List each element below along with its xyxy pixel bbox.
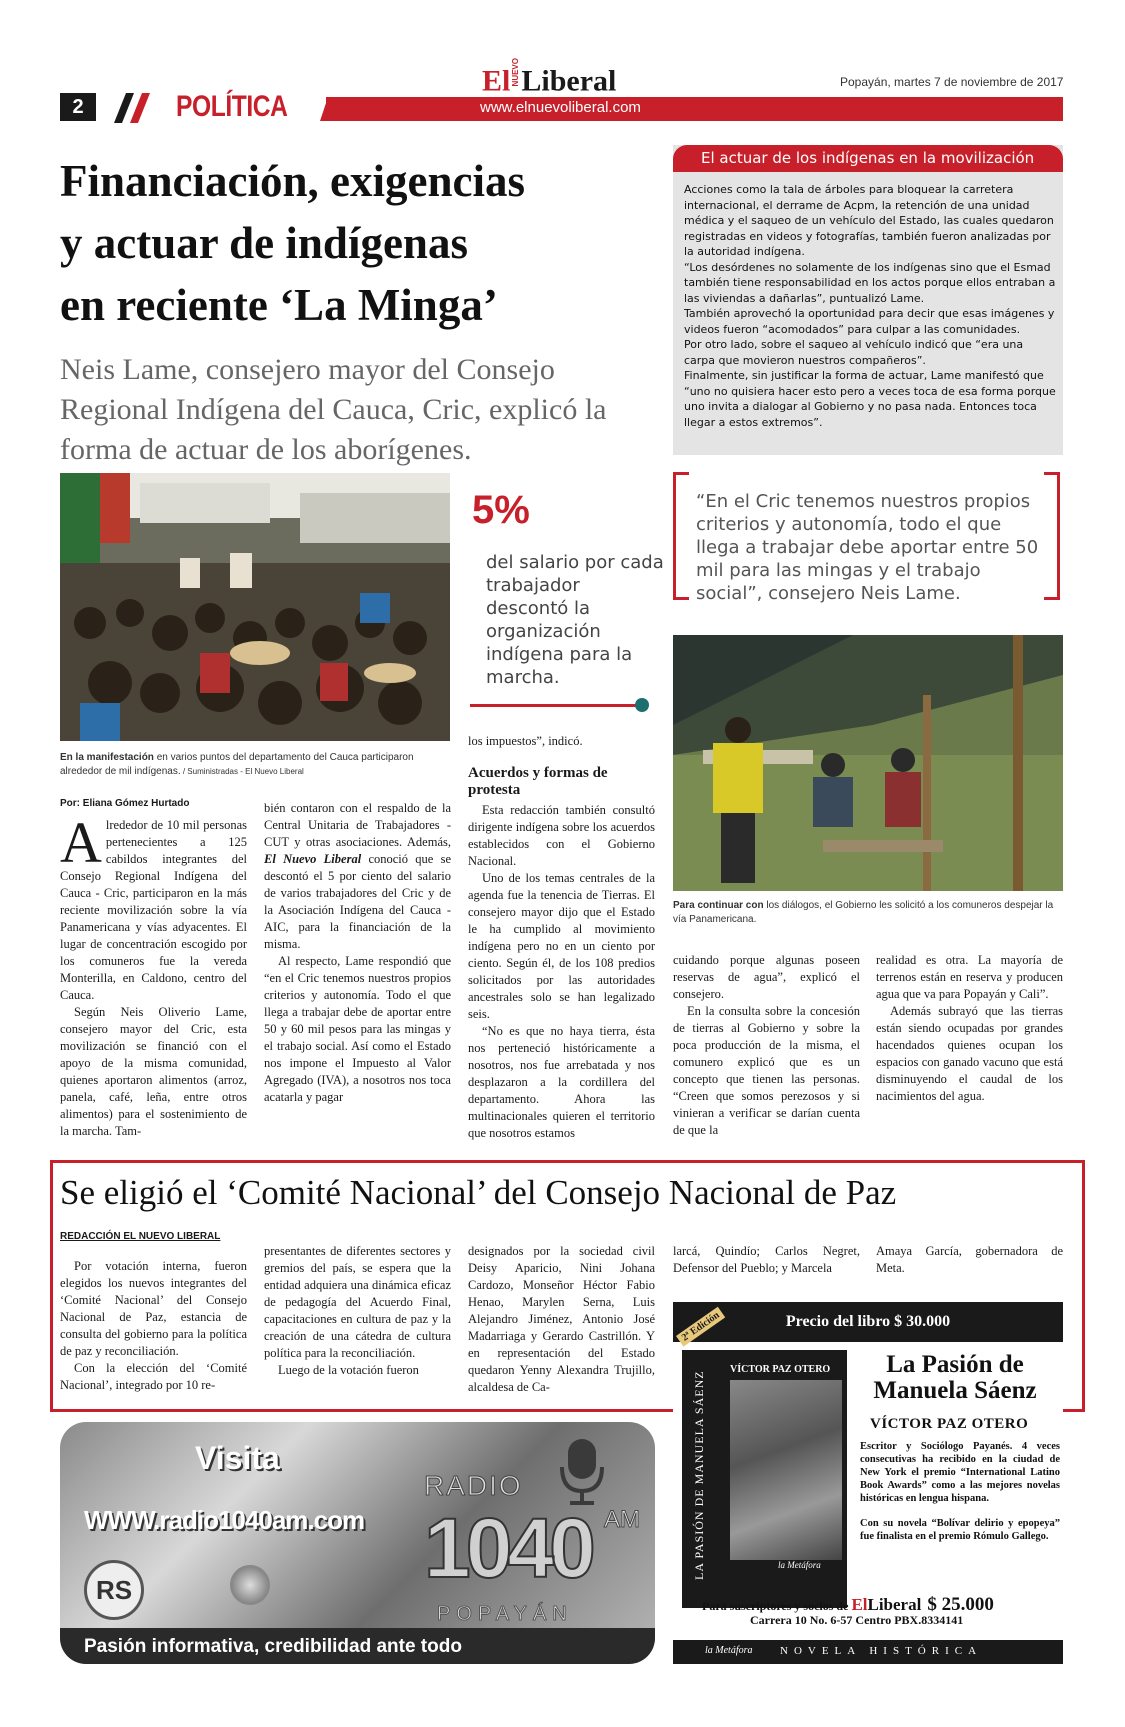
caption-text: los diálogos, el Gobierno les solicitó a los comuneros despejar la vía Panamericana. [673, 900, 1054, 925]
article-paragraph: cuidando porque algunas poseen reservas de agua”, explicó el consejero. [673, 953, 860, 1001]
quote-bracket-left [673, 472, 689, 600]
boxed-story-column-5 [876, 1243, 1063, 1277]
boxed-story-column-1 [60, 1258, 247, 1394]
article-paragraph: Según Neis Oliverio Lame, consejero mayor del Cric, esta movilización se financió con el apoyo de la misma comunidad, quienes aportaron alimentos (arroz, panela, café, leña, entre otros alimentos) para el sostenimiento de la marcha. Tam- [60, 1005, 247, 1138]
book-author: VÍCTOR PAZ OTERO [870, 1416, 1029, 1432]
drop-cap: A [60, 810, 102, 875]
headline-line: Financiación, exigencias [60, 156, 525, 206]
article-paragraph: Luego de la votación fueron [278, 1363, 419, 1377]
subscriber-label: Para suscriptores y socios de [702, 1599, 852, 1613]
book-title-line: La Pasión de [886, 1351, 1024, 1378]
article-paragraph: designados por la sociedad civil Deisy Aparicio, Nini Johana Cardozo, Monseñor Héctor Fabio Henao, Marylen Serna, Luis Alejandro Jiménez, Antonio José Madarriaga y Gerardo Castrillón. Y en representación del Estado quedaron Yenny Alexandra Trujillo, alcaldesa de Ca- [468, 1244, 655, 1394]
radio-ad-frequency: 1040 [424, 1501, 591, 1595]
camp-photo-image [673, 635, 1063, 891]
bio-paragraph: Con su novela “Bolívar delirio y epopeya” fue finalista en el premio Rómulo Gallego. [860, 1518, 1060, 1542]
headline-line: en reciente ‘La Minga’ [60, 280, 498, 330]
sidebar-paragraph: Por otro lado, sobre el saqueo al vehículo indicó que “era una carpa que movieron nuestros compañeros”. [684, 338, 1024, 367]
article-paragraph: En la consulta sobre la concesión de tierras al Gobierno y sobre la poca producción de la misma, el comunero explicó que es un concepto que tienen las personas. “Creen que somos perezosos y si vinieran a verificar se darían cuenta de que la [673, 1004, 860, 1137]
subscriber-masthead-el: El [851, 1595, 868, 1614]
stat-number: 5% [472, 488, 530, 532]
radio-ad-visita: Visita [195, 1440, 280, 1476]
page-number: 2 [60, 93, 96, 121]
article-paragraph: larcá, Quindío; Carlos Negret, Defensor del Pueblo; y Marcela [673, 1244, 860, 1275]
book-address: Carrera 10 No. 6-57 Centro PBX.8334141 [750, 1613, 964, 1627]
photo-caption [60, 751, 450, 779]
book-edition-badge: 2ª Edición [676, 1307, 725, 1347]
sidebar-paragraph: También aprovechó la oportunidad para decir que esas imágenes y videos fueron “acomodados” para culpar a las comunidades. [684, 307, 1055, 336]
boxed-story-byline: REDACCIÓN EL NUEVO LIBERAL [60, 1231, 221, 1242]
radio-ad-logo: RS [84, 1560, 144, 1620]
subheadline: Neis Lame, consejero mayor del Consejo Regional Indígena del Cauca, Cric, explicó la forma de actuar de los aborígenes. [60, 353, 607, 466]
subscriber-masthead-liberal: Liberal [867, 1595, 922, 1614]
header-bar [326, 97, 1063, 121]
article-paragraph: Además subrayó que las tierras están siendo ocupadas por grandes hacendados quienes ocupan los espacios con ganado vacuno que está disminuyendo el caudal de los nacimientos del agua. [876, 1004, 1063, 1103]
book-cover-spine-title: LA PASIÓN DE MANUELA SÁENZ [692, 1370, 706, 1580]
microphone-icon [556, 1437, 608, 1507]
book-footer-publisher: la Metáfora [705, 1645, 753, 1656]
article-paragraph: presentantes de diferentes sectores y gremios del país, se espera que la entidad adquiera una dinámica eficaz de pedagogía del Acuerdo Final, capacitaciones en cultura de paz y la creación de una cátedra de cultura política para la reconciliación. [264, 1244, 451, 1360]
stat-dot [635, 698, 649, 712]
boxed-story-column-3 [468, 1243, 655, 1396]
crowd-photo [60, 473, 450, 741]
article-paragraph: los impuestos”, indicó. [468, 734, 583, 748]
article-column-4 [673, 952, 860, 1139]
sidebar-paragraph: “Los desórdenes no solamente de los indígenas sino que el Esmad también tiene responsabilidad en los actos porque ellos entraban a las viviendas a dañarlas”, puntualizó Lame. [684, 260, 1056, 305]
radio-ad-city: POPAYÁN [437, 1603, 573, 1625]
article-paragraph: “No es que no haya tierra, ésta nos perteneció históricamente a nosotros, nos fue arrebatada y nos desplazaron a la cordillera del departamento. Ahora las multinacionales quieren el territorio que nosotros estamos [468, 1024, 655, 1140]
section-name: POLÍTICA [176, 90, 288, 123]
article-column-3-top [468, 733, 655, 750]
article-paragraph: Con la elección del ‘Comité Nacional’, integrado por 10 re- [60, 1361, 247, 1392]
caption-lead: Para continuar con [673, 900, 764, 911]
article-paragraph [264, 800, 451, 953]
caption-text: en varios puntos del departamento del Cauca participaron alrededor de mil indígenas. [60, 752, 414, 777]
caption-lead: En la manifestación [60, 752, 154, 763]
boxed-story-column-2 [264, 1243, 451, 1379]
photo-caption [673, 899, 1063, 927]
article-paragraph: Amaya García, gobernadora de Meta. [876, 1244, 1063, 1275]
sidebar-text [684, 182, 1056, 430]
book-author-bio [860, 1440, 1060, 1555]
article-paragraph [60, 810, 247, 1004]
newspaper-name: El Nuevo Liberal [264, 852, 362, 866]
masthead-logo [482, 58, 616, 98]
boxed-story-column-4 [673, 1243, 860, 1277]
crowd-photo-image [60, 473, 450, 741]
stat-text: del salario por cada trabajador descontó la organización indígena para la marcha. [486, 552, 664, 688]
paragraph-text: conoció que se descontó el 5 por ciento del salario de varios trabajadores del Cric y de la Asociación Indígena del Cauca - AIC, para la financiación de la misma. [264, 852, 451, 951]
radio-knob-icon [230, 1565, 270, 1605]
article-paragraph: Esta redacción también consultó dirigente indígena sobre los acuerdos establecidos con el Gobierno Nacional. [468, 803, 655, 868]
byline: Por: Eliana Gómez Hurtado [60, 798, 190, 809]
headline-line: y actuar de indígenas [60, 218, 468, 268]
boxed-story-title: Se eligió el ‘Comité Nacional’ del Consejo Nacional de Paz [60, 1173, 897, 1212]
camp-photo [673, 635, 1063, 891]
sidebar-paragraph: Acciones como la tala de árboles para bloquear la carretera internacional, el derrame de Acpm, la retención de una unidad médica y el saqueo de un vehículo del Estado, las cuales quedaron registradas en videos y fotografías, también fueron analizadas por la autoridad indígena. [684, 183, 1054, 258]
article-paragraph: Por votación interna, fueron elegidos los nuevos integrantes del ‘Comité Nacional’ del Consejo Nacional de Paz, estancia de consulta del gobierno para la política de paz y reconciliación. [60, 1259, 247, 1358]
stat-divider [470, 704, 640, 707]
article-column-5 [876, 952, 1063, 1105]
bio-paragraph: Escritor y Sociólogo Payanés. 4 veces consecutivas ha recibido en la ciudad de New York el premio “International Latino Book Awards” como a las mejores novelas históricas en lengua hispana. [860, 1441, 1060, 1504]
subscriber-price: $ 25.000 [927, 1594, 994, 1615]
book-title [850, 1352, 1060, 1404]
section-heading: Acuerdos y formas de protesta [468, 765, 608, 798]
radio-ad-radio-word: RADIO [424, 1470, 523, 1501]
radio-ad-url[interactable]: WWW.radio1040am.com [84, 1505, 365, 1535]
article-column-2 [264, 800, 451, 1106]
book-price: Precio del libro $ 30.000 [785, 1313, 951, 1330]
masthead-nuevo: NUEVO [511, 58, 521, 87]
radio-ad-slogan: Pasión informativa, credibilidad ante todo [84, 1636, 462, 1657]
paragraph-text: lrededor de 10 mil personas pertenecientes a 125 cabildos integrantes del Consejo Regional Indígena del Cauca - Cric, participaron en la más reciente movilización sobre la vía Panamericana y vías adyacentes. El lugar de concentración escogido por los comuneros fue la vereda Monterilla, en Caldono, centro del Cauca. [60, 818, 247, 1002]
article-paragraph: Uno de los temas centrales de la agenda fue la tenencia de Tierras. El consejero mayor dijo que el Estado le ha cumplido al movimiento indígena pero no en un ciento por ciento. Según él, de los 108 predios solicitados por las autoridades ancestrales solo se han legalizado seis. [468, 871, 655, 1021]
book-footer-genre: NOVELA HISTÓRICA [780, 1645, 983, 1657]
article-paragraph: Al respecto, Lame respondió que “en el Cric tenemos nuestros propios criterios y autonomía. Todo el que llega a trabajar debe de aportar entre 50 y 60 mil pesos para las mingas y el trabajo social. Así como el Estado nos impone el Impuesto al Valor Agregado (IVA), a nosotros nos toca acatarla y pagar [264, 954, 451, 1104]
radio-ad-am: AM [604, 1506, 640, 1533]
sidebar-title: El actuar de los indígenas en la movilización [673, 145, 1063, 172]
masthead-liberal: Liberal [521, 64, 617, 98]
headline [60, 150, 660, 336]
article-column-3 [468, 802, 655, 1142]
book-cover-author: VÍCTOR PAZ OTERO [730, 1364, 831, 1375]
masthead-el: El [482, 64, 511, 98]
book-cover-publisher: la Metáfora [778, 1560, 821, 1570]
book-cover-art [730, 1380, 842, 1560]
paragraph-text: bién contaron con el respaldo de la Central Unitaria de Trabajadores - CUT y otras asociaciones. Además, [264, 801, 451, 849]
section-slash-icon [100, 91, 160, 123]
photo-credit: / Suministradas - El Nuevo Liberal [180, 767, 304, 776]
pull-quote: “En el Cric tenemos nuestros propios criterios y autonomía, todo el que llega a trabajar debe aportar entre 50 mil para las mingas y el trabajo social”, consejero Neis Lame. [696, 491, 1039, 604]
quote-bracket-right [1044, 472, 1060, 600]
article-paragraph: realidad es otra. La mayoría de terrenos están en reserva y producen agua que va para Popayán y Cali”. [876, 953, 1063, 1001]
article-column-1 [60, 810, 247, 1140]
book-title-line: Manuela Sáenz [873, 1377, 1037, 1404]
website-link[interactable]: www.elnuevoliberal.com [480, 99, 641, 116]
sidebar-paragraph: Finalmente, sin justificar la forma de actuar, Lame manifestó que “uno no quisiera hacer esto pero a veces toca de esa forma porque uno invita a dialogar al Gobierno y no pasa nada. Entonces toca llegar a estos extremos”. [684, 369, 1056, 429]
issue-date: Popayán, martes 7 de noviembre de 2017 [840, 75, 1064, 89]
